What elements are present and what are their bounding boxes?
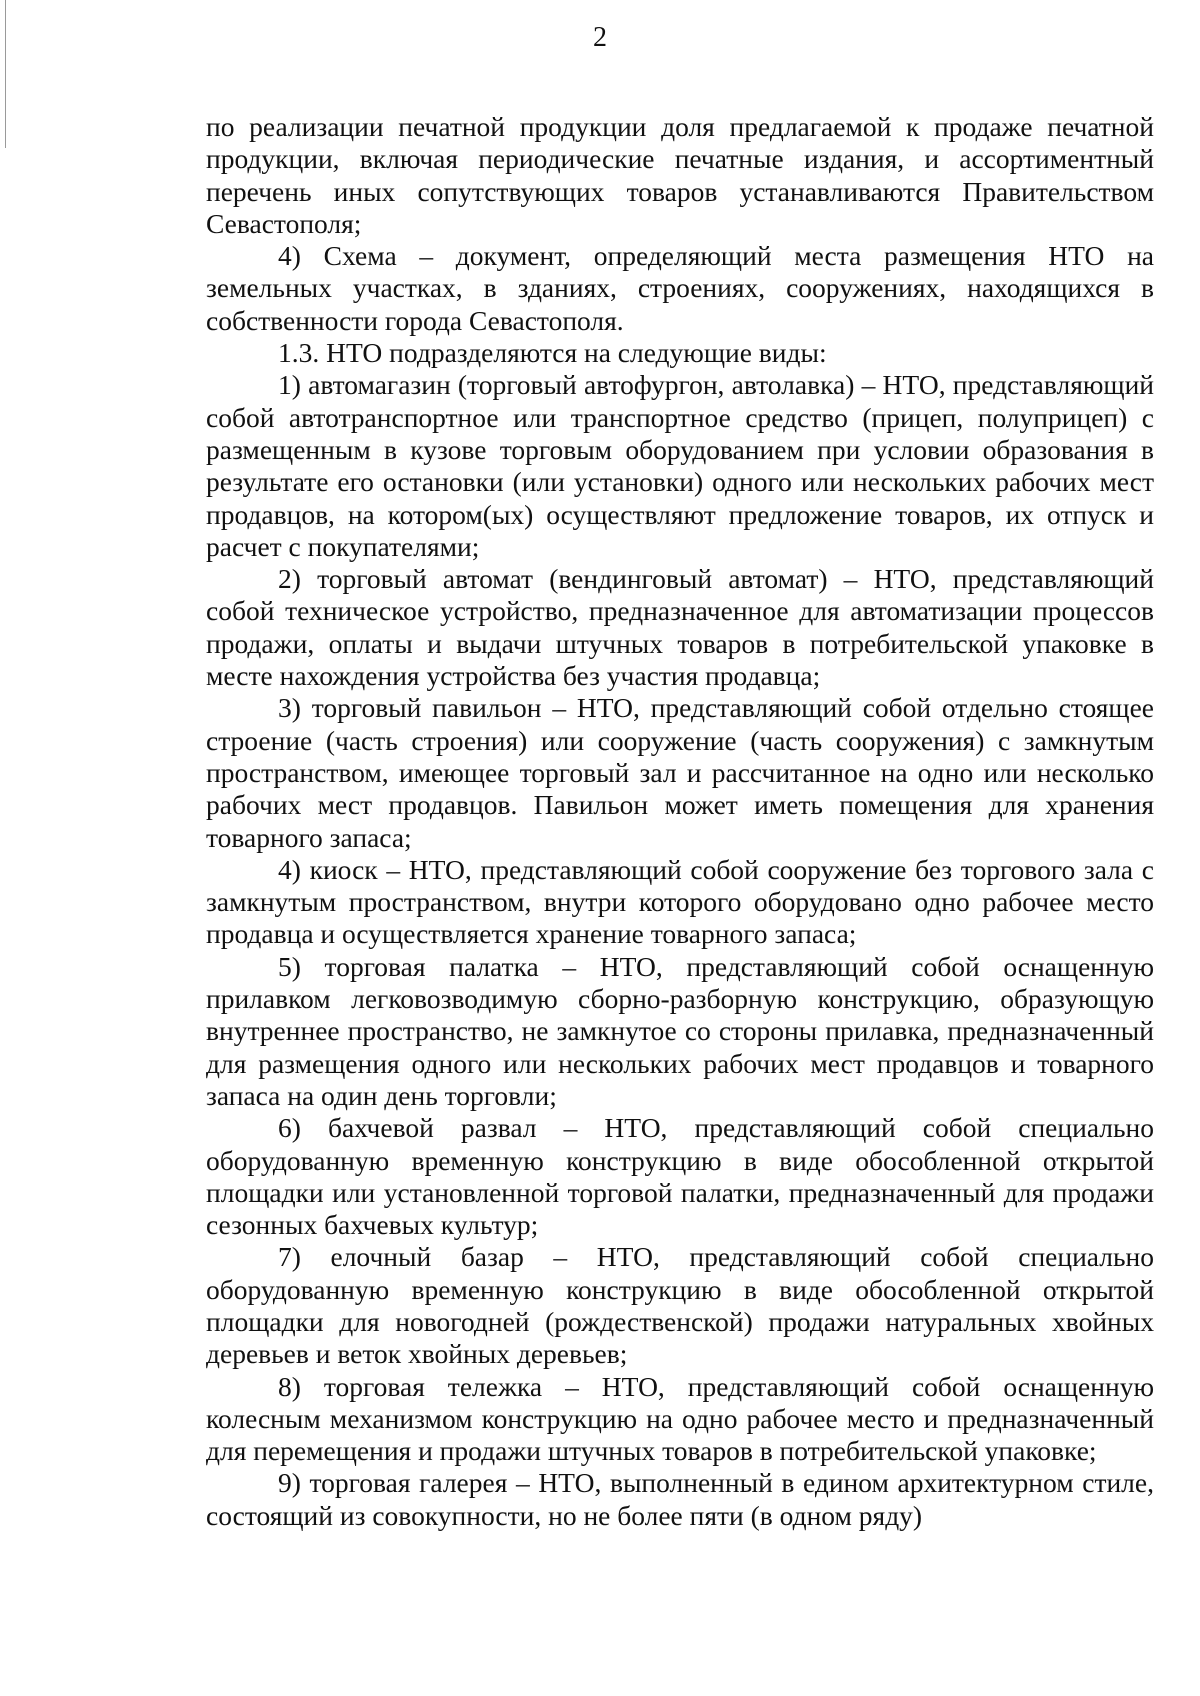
list-item-christmas-tree-market: 7) елочный базар – НТО, представляющий собой специально оборудованную временную конструкцию в виде обособленной открытой площадки для новогодней (рождественской) продажи натуральных хвойных деревьев и веток хвойных деревьев; [206,1241,1154,1370]
list-item-kiosk: 4) киоск – НТО, представляющий собой сооружение без торгового зала с замкнутым пространством, внутри которого оборудовано одно рабочее место продавца и осуществляется хранение товарного запаса; [206,853,1154,950]
list-item-melon-stall: 6) бахчевой развал – НТО, представляющий собой специально оборудованную временную конструкцию в виде обособленной открытой площадки или установленной торговой палатки, предназначенный для продажи сезонных бахчевых культур; [206,1112,1154,1241]
paragraph-scheme-definition: 4) Схема – документ, определяющий места размещения НТО на земельных участках, в зданиях, строениях, сооружениях, находящихся в собственности города Севастополя. [206,240,1154,336]
list-item-gallery: 9) торговая галерея – НТО, выполненный в едином архитектурном стиле, состоящий из совокупности, но не более пяти (в одном ряду) [206,1467,1154,1531]
paragraph-continuation: по реализации печатной продукции доля предлагаемой к продаже печатной продукции, включая периодические печатные издания, и ассортиментный перечень иных сопутствующих товаров устанавливаются Правительством Севастополя; [206,111,1154,239]
page-number: 2 [593,22,607,53]
list-item-cart: 8) торговая тележка – НТО, представляющий собой оснащенную колесным механизмом конструкцию на одно рабочее место и предназначенный для перемещения и продажи штучных товаров в потребительской упаковке; [206,1370,1154,1467]
list-item-tent: 5) торговая палатка – НТО, представляющий собой оснащенную прилавком легковозводимую сборно-разборную конструкцию, образующую внутреннее пространство, не замкнутое со стороны прилавка, предназначенный для размещения одного или нескольких рабочих мест продавцов и товарного запаса на один день торговли; [206,950,1154,1111]
document-body [206,111,1154,1532]
list-item-automagazin: 1) автомагазин (торговый автофургон, автолавка) – НТО, представляющий собой автотранспортное или транспортное средство (прицеп, полуприцеп) с размещенным в кузове торговым оборудованием при условии образования в результате его остановки (или установки) одного или нескольких рабочих мест продавцов, на котором(ых) осуществляют предложение товаров, их отпуск и расчет с покупателями; [206,369,1154,562]
list-item-pavilion: 3) торговый павильон – НТО, представляющий собой отдельно стоящее строение (часть строения) или сооружение (часть сооружения) с замкнутым пространством, имеющее торговый зал и рассчитанное на одно или несколько рабочих мест продавцов. Павильон может иметь помещения для хранения товарного запаса; [206,692,1154,853]
paragraph-section-1-3: 1.3. НТО подразделяются на следующие виды: [278,337,827,369]
list-item-vending-machine: 2) торговый автомат (вендинговый автомат) – НТО, представляющий собой техническое устройство, предназначенное для автоматизации процессов продажи, оплаты и выдачи штучных товаров в потребительской упаковке в месте нахождения устройства без участия продавца; [206,563,1154,692]
